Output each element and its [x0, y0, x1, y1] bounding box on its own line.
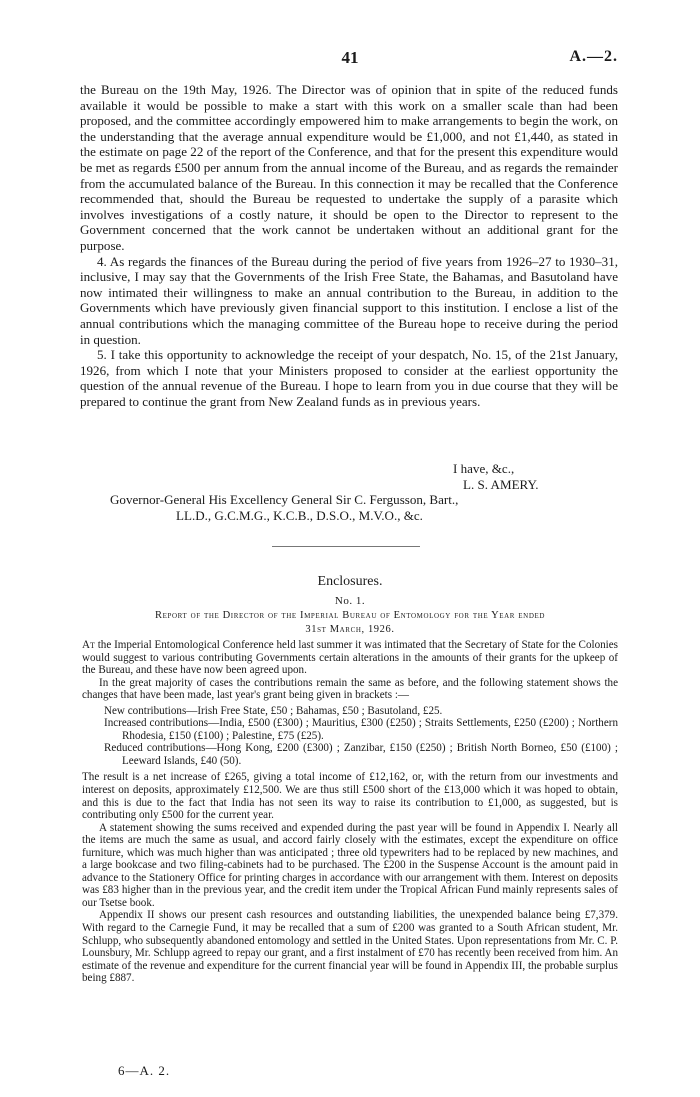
list-item-new-contributions: New contributions—Irish Free State, £50 ; Bahamas, £50 ; Basutoland, £25. [104, 704, 443, 717]
letter-paragraph-continuation: the Bureau on the 19th May, 1926. The Director was of opinion that in spite of the reduced funds available it would be possible to make a start with this work on a smaller scale than had been proposed, and the committee accordingly empowered him to make arrangements to begin the work, on the understanding that the average annual expenditure would be £1,000, and not £1,440, as stated in the estimate on page 22 of the report of the Conference, and that for the present this expenditure would be met as regards £500 per annum from the annual income of the Bureau, and as regards the remainder from the accumulated balance of the Bureau. In this connection it may be recalled that the Conference recommended that, should the Bureau be requested to undertake the supply of a parasite which involves investigations of a costly nature, it should be open to the Director to represent to the Government concerned that the work cannot be undertaken without an additional grant for the purpose. [80, 82, 618, 253]
report-title [82, 609, 618, 637]
page-number: 41 [341, 48, 359, 67]
letter-closing: I have, &c., [453, 461, 515, 476]
report-title-line-2: 31st March, 1926. [305, 624, 395, 635]
list-item-increased-contributions: Increased contributions—India, £500 (£300) ; Mauritius, £300 (£250) ; Straits Settlements, £250 (£200) ; Northern Rhodesia, £150 (£100) ; Palestine, £75 (£25). [104, 717, 618, 742]
letter-paragraph-5: 5. I take this opportunity to acknowledge the receipt of your despatch, No. 15, of the 21st January, 1926, from which I note that your Ministers proposed to consider at the earliest opportunity the question of the annual revenue of the Bureau. I hope to learn from you in due course that they will be prepared to continue the grant from New Zealand funds as in previous years. [80, 347, 618, 409]
letter-closing-block [80, 461, 618, 523]
list-item-reduced-contributions: Reduced contributions—Hong Kong, £200 (£300) ; Zanzibar, £150 (£250) ; British North Borneo, £50 (£100) ; Leeward Islands, £40 (50). [104, 742, 618, 767]
letter-signature: L. S. AMERY. [463, 476, 539, 492]
report-result-paragraph: The result is a net increase of £265, giving a total income of £12,162, or, with the return from our investments and interest on deposits, approximately £12,500. We are thus still £500 short of the £13,000 which it was hoped to obtain, and this is due to the fact that India has not seen its way to raise its contribution to £1,000, as suggested, but is contributing only £500 for the current year. [82, 771, 618, 822]
enclosures-heading: Enclosures. [317, 574, 383, 589]
addressee-line-2: LL.D., G.C.M.G., K.C.B., D.S.O., M.V.O., &c. [176, 507, 423, 523]
report-intro-text: the Imperial Entomological Conference held last summer it was intimated that the Secretary of State for the Colonies would suggest to various contributing Governments certain alterations in the amounts of their grants for the upkeep of the Bureau, and these have now been agreed upon. [82, 639, 618, 677]
report-body [82, 639, 618, 985]
report-title-line-1: Report of the Director of the Imperial Bureau of Entomology for the Year ended [155, 610, 545, 621]
report-appendix-1-paragraph: A statement showing the sums received and expended during the past year will be found in Appendix I. Nearly all the items are much the same as usual, and accord fairly closely with the estimates, except the expenditure on office furniture, which was much higher than was anticipated ; three old typewriters had to be replaced by new machines, and a large bookcase and two filing-cabinets had to be purchased. The £200 in the Suspense Account is the amount paid in advance to the Stationery Office for printing charges in accordance with our arrangement with them. Interest on deposits was £83 higher than in the previous year, and the credit item under the Tropical African Fund mainly represents sales of our Tsetse book. [82, 821, 618, 909]
letter-paragraph-4: 4. As regards the finances of the Bureau during the period of five years from 1926–27 to 1930–31, inclusive, I may say that the Governments of the Irish Free State, the Bahamas, and Basutoland have now intimated their willingness to make an annual contribution to the Bureau, in addition to the Governments which have previously given financial support to this institution. I enclose a list of the annual contributions which the managing committee of the Bureau hope to receive during the period in question. [80, 253, 618, 347]
footer-code: 6—A. 2. [118, 1063, 171, 1078]
addressee-line-1: Governor-General His Excellency General Sir C. Fergusson, Bart., [110, 492, 459, 508]
report-intro-lead: At [82, 639, 95, 651]
enclosure-number: No. 1. [334, 595, 366, 607]
letter-body [80, 82, 618, 409]
contributions-list [104, 705, 618, 768]
report-intro [82, 639, 618, 677]
report-contributions-paragraph: In the great majority of cases the contributions remain the same as before, and the following statement shows the changes that have been made, last year's grant being given in brackets :— [82, 676, 618, 702]
section-divider [272, 546, 420, 547]
report-appendix-2-paragraph: Appendix II shows our present cash resources and outstanding liabilities, the unexpended balance being £7,379. With regard to the Carnegie Fund, it may be recalled that a sum of £200 was granted to a South African student, Mr. Schlupp, who subsequently abandoned entomology and settled in the United States. Upon representations from Mr. C. P. Lounsbury, Mr. Schlupp agreed to repay our grant, and a first instalment of £70 has recently been received from him. An estimate of the revenue and expenditure for the current financial year will be found in Appendix III, the probable surplus being £887. [82, 909, 618, 985]
document-reference: A.—2. [569, 48, 618, 65]
